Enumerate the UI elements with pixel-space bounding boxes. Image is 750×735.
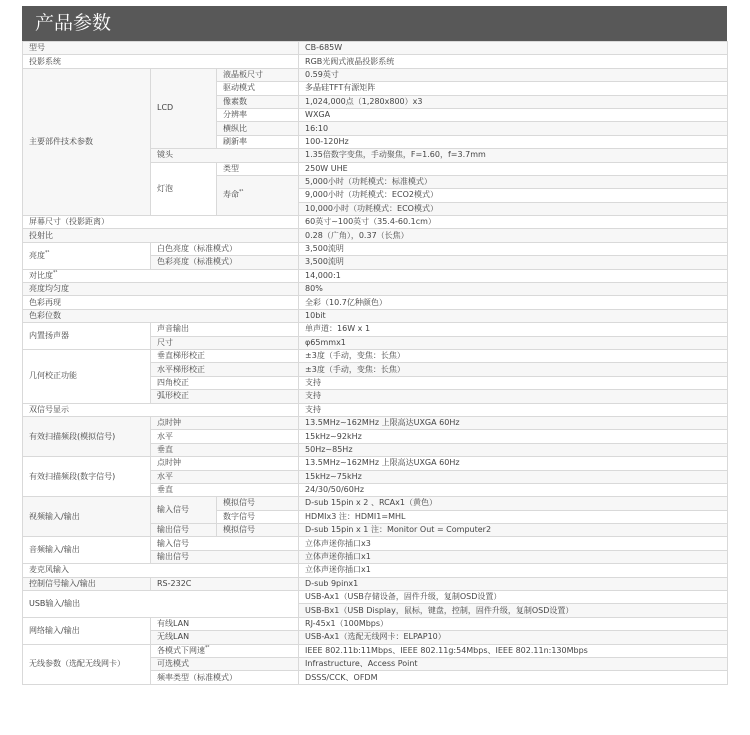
- spec-value: 14,000:1: [299, 269, 728, 282]
- spec-value: ±3度（手动，变焦：长焦）: [299, 349, 728, 362]
- spec-subsublabel: 数字信号: [217, 510, 299, 523]
- spec-value: IEEE 802.11b:11Mbps、IEEE 802.11g:54Mbps、IEEE 802.11n:130Mbps: [299, 644, 728, 657]
- table-row: [23, 229, 728, 242]
- spec-value: 支持: [299, 376, 728, 389]
- spec-value: D-sub 15pin x 2 、RCAx1（黄色）: [299, 497, 728, 510]
- spec-value: φ65mmx1: [299, 336, 728, 349]
- spec-value: D-sub 9pinx1: [299, 577, 728, 590]
- spec-subsublabel: 像素数: [217, 95, 299, 108]
- table-row: [23, 283, 728, 296]
- table-row: [23, 242, 728, 255]
- spec-sublabel: 水平: [151, 470, 299, 483]
- spec-subsublabel: 刷新率: [217, 135, 299, 148]
- spec-sublabel: 白色亮度（标准模式）: [151, 242, 299, 255]
- spec-sublabel: 点时钟: [151, 416, 299, 429]
- table-row: [23, 269, 728, 282]
- spec-sublabel: 垂直: [151, 483, 299, 496]
- spec-subsublabel: 驱动模式: [217, 82, 299, 95]
- spec-value: USB-Ax1（USB存储设备，固件升级，复制OSD设置）: [299, 591, 728, 604]
- spec-value: 1.35倍数字变焦，手动聚焦，F=1.60，f=3.7mm: [299, 149, 728, 162]
- spec-label: 对比度$^{*^1}$: [23, 269, 299, 282]
- spec-value: USB-Bx1（USB Display，鼠标，键盘，控制，固件升级，复制OSD设置）: [299, 604, 728, 617]
- spec-label: 屏幕尺寸（投影距离）: [23, 216, 299, 229]
- spec-sublabel: 灯泡: [151, 162, 217, 216]
- spec-value: CB-685W: [299, 42, 728, 55]
- spec-value: 3,500流明: [299, 242, 728, 255]
- spec-value: 5,000小时（功耗模式：标准模式）: [299, 175, 728, 188]
- table-row: [23, 216, 728, 229]
- spec-value: 0.59英寸: [299, 68, 728, 81]
- table-row: [23, 564, 728, 577]
- spec-sublabel: 尺寸: [151, 336, 299, 349]
- spec-sublabel: 输入信号: [151, 537, 299, 550]
- spec-value: 单声道：16W x 1: [299, 323, 728, 336]
- footnote-marker: *¹: [53, 269, 58, 276]
- spec-sublabel: 输出信号: [151, 524, 217, 537]
- spec-sublabel: 镜头: [151, 149, 299, 162]
- spec-label: 内置扬声器: [23, 323, 151, 350]
- spec-value: USB-Ax1（选配无线网卡：ELPAP10）: [299, 631, 728, 644]
- table-row: [23, 617, 728, 630]
- spec-sublabel: RS-232C: [151, 577, 299, 590]
- spec-value: 24/30/50/60Hz: [299, 483, 728, 496]
- spec-value: RGB光阀式液晶投影系统: [299, 55, 728, 68]
- spec-label: 色彩再现: [23, 296, 299, 309]
- spec-value: 50Hz~85Hz: [299, 443, 728, 456]
- table-row: [23, 497, 728, 510]
- spec-value: 立体声迷你插口x3: [299, 537, 728, 550]
- spec-value: ±3度（手动，变焦：长焦）: [299, 363, 728, 376]
- spec-label: 几何校正功能: [23, 349, 151, 403]
- spec-value: 80%: [299, 283, 728, 296]
- spec-sublabel: 可选模式: [151, 657, 299, 670]
- spec-sublabel: 有线LAN: [151, 617, 299, 630]
- spec-label: 有效扫描频段(数字信号): [23, 457, 151, 497]
- spec-label: 亮度$^{*^1}$: [23, 242, 151, 269]
- spec-value: 立体声迷你插口x1: [299, 564, 728, 577]
- table-row: [23, 403, 728, 416]
- spec-value: 13.5MHz~162MHz 上限高达UXGA 60Hz: [299, 416, 728, 429]
- spec-value: 多晶硅TFT有源矩阵: [299, 82, 728, 95]
- spec-value: 15kHz~75kHz: [299, 470, 728, 483]
- table-row: [23, 42, 728, 55]
- table-row: [23, 349, 728, 362]
- spec-value: 支持: [299, 403, 728, 416]
- footnote-marker: *¹: [239, 189, 244, 196]
- spec-label: 控制信号输入/输出: [23, 577, 151, 590]
- spec-sublabel: 频率类型（标准模式）: [151, 671, 299, 684]
- spec-sublabel: 垂直梯形校正: [151, 349, 299, 362]
- spec-value: 立体声迷你插口x1: [299, 550, 728, 563]
- table-row: [23, 309, 728, 322]
- spec-subsublabel: 模拟信号: [217, 524, 299, 537]
- spec-label: 双信号显示: [23, 403, 299, 416]
- table-row: [23, 591, 728, 604]
- spec-label: USB输入/输出: [23, 591, 299, 618]
- spec-sublabel: 弧形校正: [151, 390, 299, 403]
- spec-sublabel: 色彩亮度（标准模式）: [151, 256, 299, 269]
- spec-value: 250W UHE: [299, 162, 728, 175]
- spec-value: WXGA: [299, 108, 728, 121]
- spec-label: 有效扫描频段(模拟信号): [23, 416, 151, 456]
- spec-value: 10bit: [299, 309, 728, 322]
- spec-subsublabel: 液晶板尺寸: [217, 68, 299, 81]
- spec-value: 9,000小时（功耗模式：ECO2模式）: [299, 189, 728, 202]
- spec-label: 视频输入/输出: [23, 497, 151, 537]
- spec-subsublabel: 模拟信号: [217, 497, 299, 510]
- table-row: [23, 323, 728, 336]
- spec-label: 投影系统: [23, 55, 299, 68]
- table-row: [23, 68, 728, 81]
- spec-sublabel: 四角校正: [151, 376, 299, 389]
- table-row: [23, 416, 728, 429]
- spec-label: 网络输入/输出: [23, 617, 151, 644]
- spec-value: 0.28（广角），0.37（长焦）: [299, 229, 728, 242]
- table-row: [23, 537, 728, 550]
- spec-value: D-sub 15pin x 1 注：Monitor Out = Computer2: [299, 524, 728, 537]
- spec-value: 100-120Hz: [299, 135, 728, 148]
- page-title: 产品参数: [22, 6, 727, 41]
- spec-value: 支持: [299, 390, 728, 403]
- spec-label: 投射比: [23, 229, 299, 242]
- spec-label: 主要部件技术参数: [23, 68, 151, 215]
- spec-value: 10,000小时（功耗模式：ECO模式）: [299, 202, 728, 215]
- table-row: [23, 577, 728, 590]
- spec-value: 16:10: [299, 122, 728, 135]
- spec-value: 15kHz~92kHz: [299, 430, 728, 443]
- spec-sublabel: 点时钟: [151, 457, 299, 470]
- table-row: [23, 296, 728, 309]
- spec-value: 3,500流明: [299, 256, 728, 269]
- spec-table: [22, 41, 728, 685]
- spec-subsublabel: 类型: [217, 162, 299, 175]
- table-row: [23, 55, 728, 68]
- spec-value: 全彩（10.7亿种颜色）: [299, 296, 728, 309]
- spec-sublabel: 输出信号: [151, 550, 299, 563]
- spec-label: 麦克风输入: [23, 564, 299, 577]
- spec-sublabel: 声音输出: [151, 323, 299, 336]
- spec-value: DSSS/CCK、OFDM: [299, 671, 728, 684]
- spec-value: 60英寸~100英寸（35.4-60.1cm）: [299, 216, 728, 229]
- spec-sublabel: 各模式下网速$^{*^2}$: [151, 644, 299, 657]
- spec-sublabel: 水平: [151, 430, 299, 443]
- spec-sublabel: 垂直: [151, 443, 299, 456]
- spec-value: Infrastructure、Access Point: [299, 657, 728, 670]
- footnote-marker: *²: [205, 644, 210, 651]
- spec-sublabel: 水平梯形校正: [151, 363, 299, 376]
- spec-label: 型号: [23, 42, 299, 55]
- spec-sublabel: 无线LAN: [151, 631, 299, 644]
- spec-subsublabel: 横纵比: [217, 122, 299, 135]
- table-row: [23, 644, 728, 657]
- spec-sublabel: LCD: [151, 68, 217, 148]
- spec-sublabel: 输入信号: [151, 497, 217, 524]
- spec-value: 13.5MHz~162MHz 上限高达UXGA 60Hz: [299, 457, 728, 470]
- spec-value: RJ-45x1（100Mbps）: [299, 617, 728, 630]
- spec-label: 色彩位数: [23, 309, 299, 322]
- spec-subsublabel: 分辨率: [217, 108, 299, 121]
- spec-label: 音频输入/输出: [23, 537, 151, 564]
- footnote-marker: *¹: [45, 249, 50, 256]
- spec-label: 无线参数（选配无线网卡）: [23, 644, 151, 684]
- table-row: [23, 457, 728, 470]
- spec-label: 亮度均匀度: [23, 283, 299, 296]
- spec-subsublabel: 寿命$^{*^1}$: [217, 175, 299, 215]
- spec-value: HDMIx3 注：HDMI1=MHL: [299, 510, 728, 523]
- spec-value: 1,024,000点（1,280x800）x3: [299, 95, 728, 108]
